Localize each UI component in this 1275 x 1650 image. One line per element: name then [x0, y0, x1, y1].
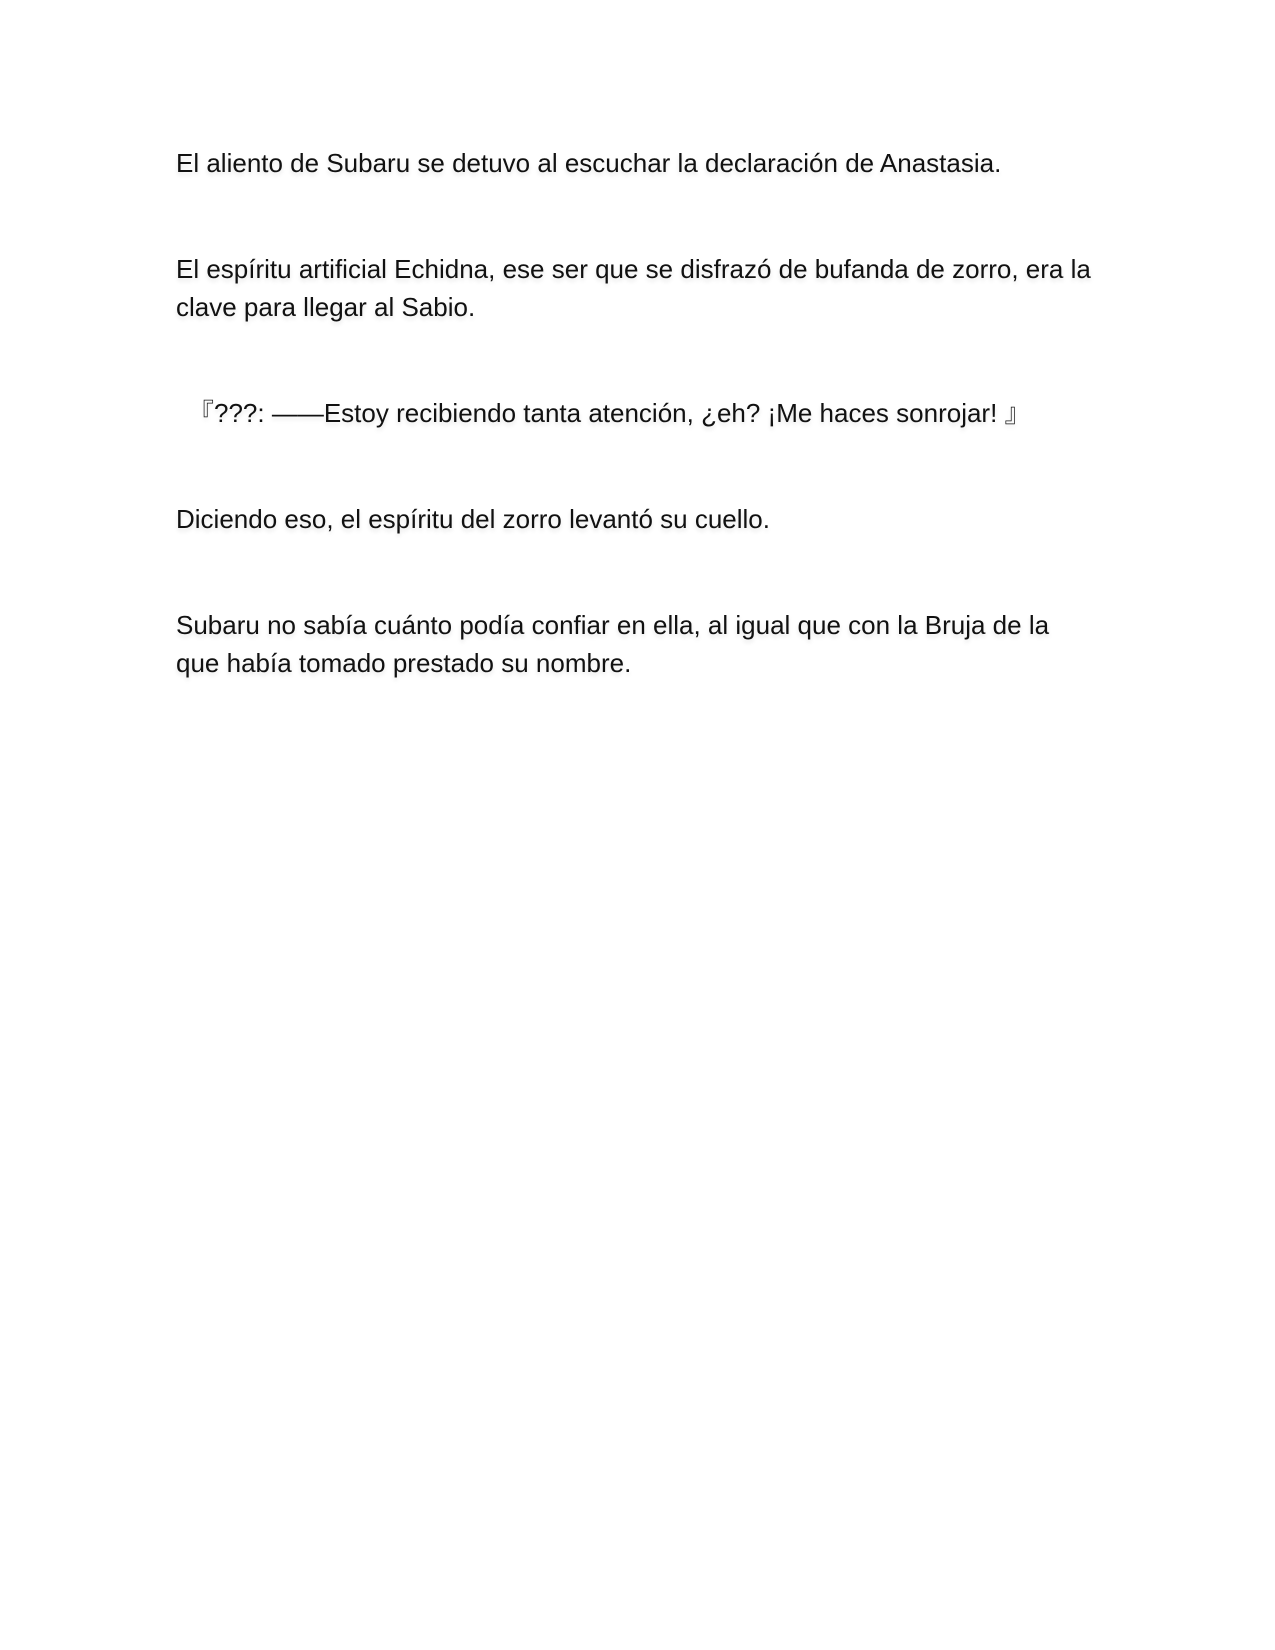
paragraph-1: El aliento de Subaru se detuvo al escuchar la declaración de Anastasia. — [176, 148, 1002, 178]
paragraph-4: Diciendo eso, el espíritu del zorro levantó su cuello. — [176, 504, 770, 534]
paragraph-2: El espíritu artificial Echidna, ese ser que se disfrazó de bufanda de zorro, era la clave para llegar al Sabio. — [176, 254, 1091, 322]
paragraph-3-dialogue: 『???: ——Estoy recibiendo tanta atención, ¿eh? ¡Me haces sonrojar! 』 — [188, 398, 1031, 428]
document-body — [176, 144, 1096, 682]
paragraph-5: Subaru no sabía cuánto podía confiar en ella, al igual que con la Bruja de la que había tomado prestado su nombre. — [176, 610, 1050, 678]
